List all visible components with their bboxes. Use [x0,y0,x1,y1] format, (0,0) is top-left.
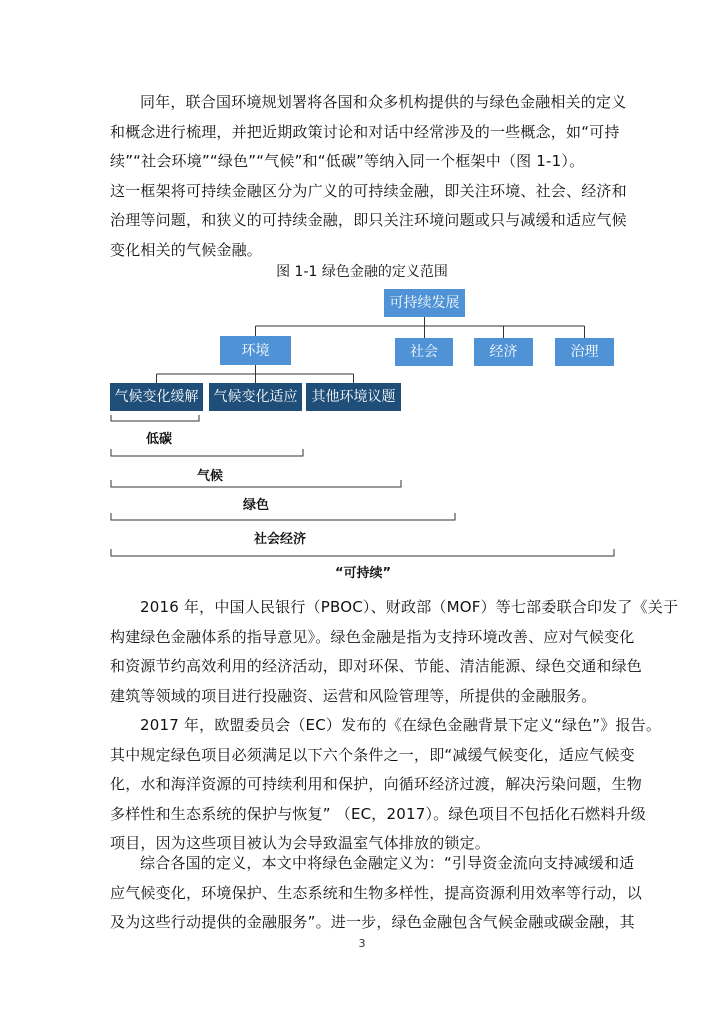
other-env-issues-box: 其他环境议题 [306,383,401,411]
figure-caption: 图 1-1 绿色金融的定义范围 [276,264,448,280]
brace-social-economic [111,513,455,520]
low-carbon-label: 低碳 [146,432,173,447]
text-line: 综合各国的定义，本文中将绿色金融定义为：“引导资金流向支持减缓和适 [140,854,635,872]
brace-green [111,480,401,487]
climate-adaptation-box: 气候变化适应 [209,383,302,411]
economy-box: 经济 [474,338,533,366]
text-line: 化，水和海洋资源的可持续利用和保护，向循环经济过渡，解决污染问题，生物 [110,775,643,793]
brace-low-carbon [111,415,199,421]
sustainable-development-box: 可持续发展 [384,289,465,317]
page-number: 3 [358,937,366,950]
text-line: 和概念进行梳理，并把近期政策讨论和对话中经常涉及的一些概念，如“可持 [110,122,620,141]
text-line: 这一框架将可持续金融区分为广义的可持续金融，即关注环境、社会、经济和 [110,181,627,200]
brace-climate [111,449,303,456]
climate-mitigation-box: 气候变化缓解 [110,383,203,411]
paragraph-4 [110,849,643,938]
text-line: 和资源节约高效利用的经济活动，即对环保、节能、清洁能源、绿色交通和绿色 [110,657,643,675]
text-line: 项目，因为这些项目被认为会导致温室气体排放的锁定。 [110,834,491,852]
text-line: 建筑等领域的项目进行投融资、运营和风险管理等，所提供的金融服务。 [110,686,597,705]
climate-label: 气候 [197,469,224,484]
text-line: 治理等问题，和狭义的可持续金融，即只关注环境问题或只与减缓和适应气候 [110,211,627,229]
governance-box: 治理 [555,338,614,366]
paragraph-2 [110,593,679,711]
text-line: 其中规定绿色项目必须满足以下六个条件之一，即“减缓气候变化，适应气候变 [110,745,635,764]
text-line: 构建绿色金融体系的指导意见》。绿色金融是指为支持环境改善、应对气候变化 [110,627,635,646]
text-line: 及为这些行动提供的金融服务”。进一步，绿色金融包含气候金融或碳金融，其 [110,913,635,931]
text-line: 同年，联合国环境规划署将各国和众多机构提供的与绿色金融相关的定义 [140,93,627,111]
paragraph-3 [110,711,662,859]
society-box: 社会 [395,338,453,366]
green-label: 绿色 [243,498,270,513]
text-line: 2016 年，中国人民银行（PBOC）、财政部（MOF）等七部委联合印发了《关于 [140,598,679,616]
brace-sustainable [111,549,614,556]
text-line: 2017 年，欧盟委员会（EC）发布的《在绿色金融背景下定义“绿色”》报告。 [140,716,662,734]
text-line: 应气候变化，环境保护、生态系统和生物多样性，提高资源利用效率等行动，以 [110,883,643,902]
text-line: 变化相关的气候金融。 [110,240,263,259]
environment-box: 环境 [220,336,291,365]
social-economic-label: 社会经济 [254,532,307,547]
text-line: 续”“社会环境”“绿色”“气候”和“低碳”等纳入同一个框架中（图 1-1）。 [110,152,585,170]
text-line: 多样性和生态系统的保护与恢复” （EC，2017）。绿色项目不包括化石燃料升级 [110,804,646,823]
sustainable-label: “可持续” [335,566,392,581]
